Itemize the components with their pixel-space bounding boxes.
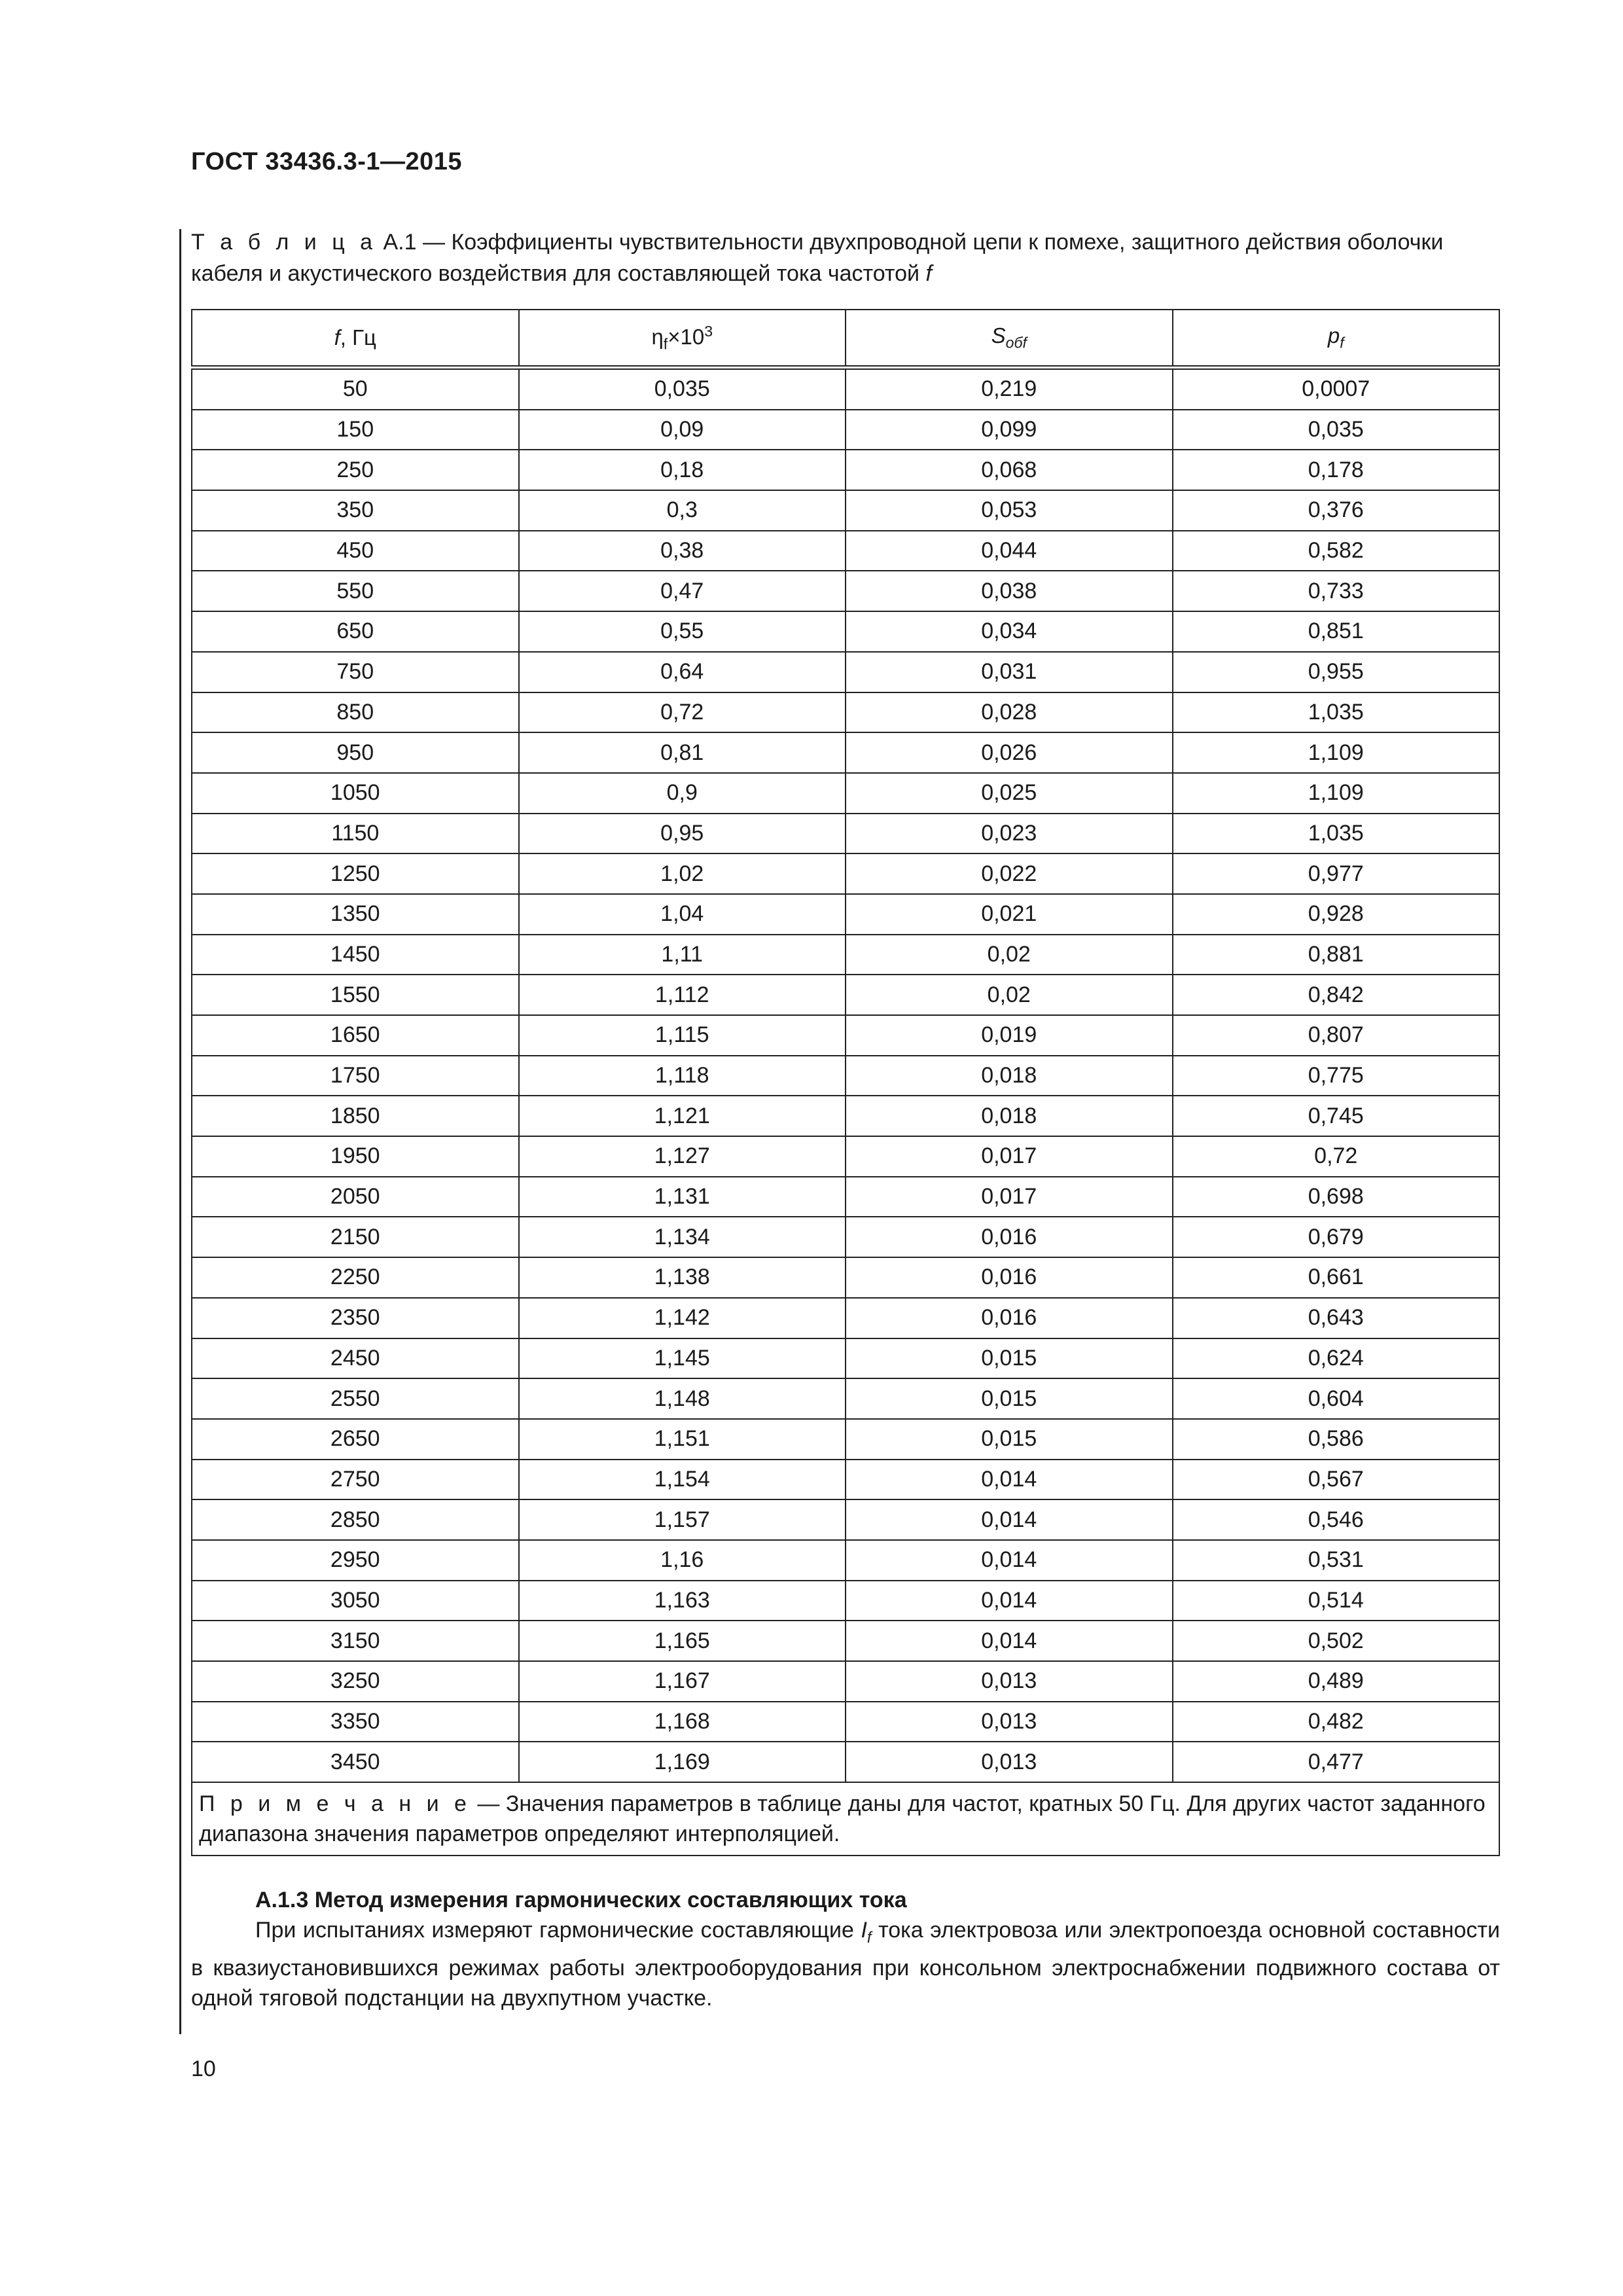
- table-row: [192, 368, 1499, 410]
- table-cell: 1,035: [1173, 814, 1500, 854]
- table-cell: 150: [192, 410, 519, 450]
- table-cell: 0,698: [1173, 1177, 1500, 1217]
- table-cell: 0,035: [1173, 410, 1500, 450]
- table-cell: 2050: [192, 1177, 519, 1217]
- table-cell: 1,154: [519, 1460, 846, 1500]
- table-row: [192, 1581, 1499, 1621]
- table-cell: 0,053: [846, 490, 1173, 531]
- table-cell: 1,157: [519, 1499, 846, 1540]
- table-cell: 0,014: [846, 1621, 1173, 1661]
- caption-number: А.1 —: [383, 230, 445, 255]
- table-cell: 0,72: [1173, 1136, 1500, 1177]
- table-row: [192, 853, 1499, 894]
- table-cell: 0,47: [519, 571, 846, 611]
- table-cell: 0,014: [846, 1460, 1173, 1500]
- table-cell: 0,489: [1173, 1661, 1500, 1702]
- table-row: [192, 1177, 1499, 1217]
- table-cell: 3350: [192, 1702, 519, 1742]
- coefficients-table: [191, 309, 1500, 1856]
- table-row: [192, 531, 1499, 571]
- table-cell: 250: [192, 450, 519, 490]
- table-cell: 1,148: [519, 1378, 846, 1419]
- table-cell: 0,775: [1173, 1056, 1500, 1096]
- table-cell: 1050: [192, 773, 519, 814]
- section-heading: А.1.3 Метод измерения гармонических составляющих тока: [255, 1888, 907, 1912]
- table-cell: 0,567: [1173, 1460, 1500, 1500]
- table-cell: 0,72: [519, 692, 846, 733]
- table-cell: 2850: [192, 1499, 519, 1540]
- table-row: [192, 1540, 1499, 1581]
- table-cell: 550: [192, 571, 519, 611]
- table-cell: 1,131: [519, 1177, 846, 1217]
- table-cell: 1,02: [519, 853, 846, 894]
- table-cell: 750: [192, 652, 519, 692]
- caption-text-2: кабеля и акустического воздействия для составляющей тока частотой: [191, 261, 920, 286]
- table-cell: 0,014: [846, 1540, 1173, 1581]
- table-cell: 0,017: [846, 1136, 1173, 1177]
- note-prefix: П р и м е ч а н и е: [199, 1791, 471, 1817]
- section-a13: [191, 1885, 1500, 2013]
- table-cell: 0,482: [1173, 1702, 1500, 1742]
- table-cell: 0,3: [519, 490, 846, 531]
- table-header-row: [192, 310, 1499, 368]
- table-cell: 0,018: [846, 1096, 1173, 1136]
- table-cell: 850: [192, 692, 519, 733]
- table-cell: 2350: [192, 1298, 519, 1338]
- table-cell: 1,142: [519, 1298, 846, 1338]
- table-cell: 2750: [192, 1460, 519, 1500]
- table-cell: 1,118: [519, 1056, 846, 1096]
- table-cell: 0,013: [846, 1742, 1173, 1782]
- table-cell: 0,015: [846, 1419, 1173, 1460]
- table-row: [192, 894, 1499, 935]
- table-row: [192, 1015, 1499, 1056]
- table-row: [192, 1499, 1499, 1540]
- table-cell: 0,031: [846, 652, 1173, 692]
- table-cell: 0,013: [846, 1661, 1173, 1702]
- table-cell: 0,014: [846, 1581, 1173, 1621]
- table-cell: 0,034: [846, 611, 1173, 652]
- table-cell: 0,026: [846, 732, 1173, 773]
- table-cell: 0,546: [1173, 1499, 1500, 1540]
- table-cell: 1,163: [519, 1581, 846, 1621]
- table-row: [192, 1378, 1499, 1419]
- table-cell: 3150: [192, 1621, 519, 1661]
- table-cell: 0,733: [1173, 571, 1500, 611]
- table-cell: 0,022: [846, 853, 1173, 894]
- table-cell: 1,134: [519, 1217, 846, 1257]
- table-row: [192, 1338, 1499, 1379]
- table-cell: 0,0007: [1173, 368, 1500, 410]
- table-cell: 1350: [192, 894, 519, 935]
- table-cell: 1,04: [519, 894, 846, 935]
- table-cell: 1,169: [519, 1742, 846, 1782]
- margin-rule: [179, 229, 181, 2034]
- table-cell: 0,81: [519, 732, 846, 773]
- table-cell: 450: [192, 531, 519, 571]
- table-cell: 0,038: [846, 571, 1173, 611]
- table-cell: 0,38: [519, 531, 846, 571]
- caption-text-1: Коэффициенты чувствительности двухпроводной цепи к помехе, защитного действия оболочки: [451, 230, 1444, 255]
- table-row: [192, 732, 1499, 773]
- table-cell: 0,02: [846, 935, 1173, 975]
- table-cell: 2150: [192, 1217, 519, 1257]
- table-cell: 1,121: [519, 1096, 846, 1136]
- header-s: $S_{обf}$: [846, 310, 1173, 368]
- page-number: 10: [191, 2056, 216, 2081]
- table-cell: 2650: [192, 1419, 519, 1460]
- table-cell: 2450: [192, 1338, 519, 1379]
- header-p: $p_f$: [1173, 310, 1500, 368]
- table-cell: 0,035: [519, 368, 846, 410]
- table-row: [192, 1742, 1499, 1782]
- table-cell: 1650: [192, 1015, 519, 1056]
- table-cell: 1,109: [1173, 773, 1500, 814]
- table-cell: 0,025: [846, 773, 1173, 814]
- table-cell: 1,167: [519, 1661, 846, 1702]
- table-cell: 3250: [192, 1661, 519, 1702]
- table-cell: 1850: [192, 1096, 519, 1136]
- table-cell: 1,112: [519, 975, 846, 1015]
- table-cell: 1550: [192, 975, 519, 1015]
- table-cell: 0,604: [1173, 1378, 1500, 1419]
- table-cell: 2250: [192, 1257, 519, 1298]
- table-row: [192, 652, 1499, 692]
- table-cell: 0,014: [846, 1499, 1173, 1540]
- table-row: [192, 410, 1499, 450]
- table-note: [192, 1782, 1499, 1856]
- table-row: [192, 1702, 1499, 1742]
- table-cell: 0,068: [846, 450, 1173, 490]
- table-cell: 950: [192, 732, 519, 773]
- table-cell: 0,016: [846, 1217, 1173, 1257]
- table-cell: 0,582: [1173, 531, 1500, 571]
- table-cell: 1,127: [519, 1136, 846, 1177]
- table-row: [192, 1419, 1499, 1460]
- table-cell: 1,168: [519, 1702, 846, 1742]
- table-row: [192, 1136, 1499, 1177]
- table-cell: 1,165: [519, 1621, 846, 1661]
- table-cell: 0,018: [846, 1056, 1173, 1096]
- table-cell: 0,376: [1173, 490, 1500, 531]
- table-cell: 0,099: [846, 410, 1173, 450]
- table-cell: 0,928: [1173, 894, 1500, 935]
- table-cell: 0,679: [1173, 1217, 1500, 1257]
- table-cell: 0,013: [846, 1702, 1173, 1742]
- table-cell: 1450: [192, 935, 519, 975]
- table-row: [192, 1096, 1499, 1136]
- table-row: [192, 1661, 1499, 1702]
- table-cell: 0,219: [846, 368, 1173, 410]
- table-cell: 0,18: [519, 450, 846, 490]
- note-text: — Значения параметров в таблице даны для частот, кратных 50 Гц. Для других частот заданного диапазона значения параметров определяют интерполяцией.: [199, 1791, 1486, 1847]
- table-cell: 0,09: [519, 410, 846, 450]
- table-row: [192, 1056, 1499, 1096]
- table-cell: 3050: [192, 1581, 519, 1621]
- table-row: [192, 773, 1499, 814]
- table-row: [192, 1217, 1499, 1257]
- table-cell: 2950: [192, 1540, 519, 1581]
- caption-prefix: Т а б л и ц а: [191, 230, 378, 255]
- caption-symbol: f: [925, 261, 932, 286]
- table-cell: 0,842: [1173, 975, 1500, 1015]
- table-cell: 0,643: [1173, 1298, 1500, 1338]
- table-cell: 0,016: [846, 1257, 1173, 1298]
- header-frequency: f, Гц: [192, 310, 519, 368]
- table-cell: 0,016: [846, 1298, 1173, 1338]
- table-row: [192, 611, 1499, 652]
- table-cell: 0,586: [1173, 1419, 1500, 1460]
- table-note-row: [192, 1782, 1499, 1856]
- table-cell: 0,851: [1173, 611, 1500, 652]
- table-cell: 0,502: [1173, 1621, 1500, 1661]
- table-cell: 1,138: [519, 1257, 846, 1298]
- table-cell: 0,015: [846, 1338, 1173, 1379]
- table-cell: 350: [192, 490, 519, 531]
- section-paragraph: При испытаниях измеряют гармонические составляющие $I_f$ тока электровоза или электропоезда основной составности в квазиустановившихся режимах работы электрооборудования при консольном электроснабжении подвижного состава от одной тяговой подстанции на двухпутном участке.: [191, 1918, 1500, 2011]
- table-row: [192, 1621, 1499, 1661]
- table-cell: 0,531: [1173, 1540, 1500, 1581]
- table-caption: [191, 226, 1500, 289]
- table-row: [192, 814, 1499, 854]
- table-cell: 0,023: [846, 814, 1173, 854]
- table-cell: 1,109: [1173, 732, 1500, 773]
- table-cell: 0,745: [1173, 1096, 1500, 1136]
- table-row: [192, 975, 1499, 1015]
- table-cell: 0,95: [519, 814, 846, 854]
- table-cell: 650: [192, 611, 519, 652]
- table-cell: 1,11: [519, 935, 846, 975]
- table-row: [192, 1257, 1499, 1298]
- table-cell: 0,624: [1173, 1338, 1500, 1379]
- table-cell: 0,015: [846, 1378, 1173, 1419]
- document-header: ГОСТ 33436.3-1—2015: [191, 148, 463, 175]
- table-cell: 3450: [192, 1742, 519, 1782]
- table-cell: 1,115: [519, 1015, 846, 1056]
- header-eta: $\eta_f\times 10^3$: [519, 310, 846, 368]
- table-cell: 0,881: [1173, 935, 1500, 975]
- table-row: [192, 450, 1499, 490]
- table-row: [192, 490, 1499, 531]
- table-cell: 0,019: [846, 1015, 1173, 1056]
- table-cell: 0,661: [1173, 1257, 1500, 1298]
- table-cell: 0,977: [1173, 853, 1500, 894]
- table-cell: 1,151: [519, 1419, 846, 1460]
- table-cell: 0,514: [1173, 1581, 1500, 1621]
- table-cell: 0,017: [846, 1177, 1173, 1217]
- table-row: [192, 692, 1499, 733]
- table-cell: 0,178: [1173, 450, 1500, 490]
- table-cell: 0,955: [1173, 652, 1500, 692]
- table-cell: 0,028: [846, 692, 1173, 733]
- table-cell: 0,477: [1173, 1742, 1500, 1782]
- table-cell: 0,9: [519, 773, 846, 814]
- table-cell: 1950: [192, 1136, 519, 1177]
- table-cell: 2550: [192, 1378, 519, 1419]
- table-cell: 1750: [192, 1056, 519, 1096]
- table-row: [192, 935, 1499, 975]
- table-cell: 0,021: [846, 894, 1173, 935]
- table-cell: 1,035: [1173, 692, 1500, 733]
- table-cell: 0,02: [846, 975, 1173, 1015]
- table-cell: 1,145: [519, 1338, 846, 1379]
- table-row: [192, 1460, 1499, 1500]
- table-cell: 1,16: [519, 1540, 846, 1581]
- table-row: [192, 1298, 1499, 1338]
- table-cell: 0,55: [519, 611, 846, 652]
- table-cell: 0,64: [519, 652, 846, 692]
- table-cell: 0,807: [1173, 1015, 1500, 1056]
- table-row: [192, 571, 1499, 611]
- table-cell: 1250: [192, 853, 519, 894]
- table-cell: 1150: [192, 814, 519, 854]
- table-cell: 0,044: [846, 531, 1173, 571]
- table-cell: 50: [192, 368, 519, 410]
